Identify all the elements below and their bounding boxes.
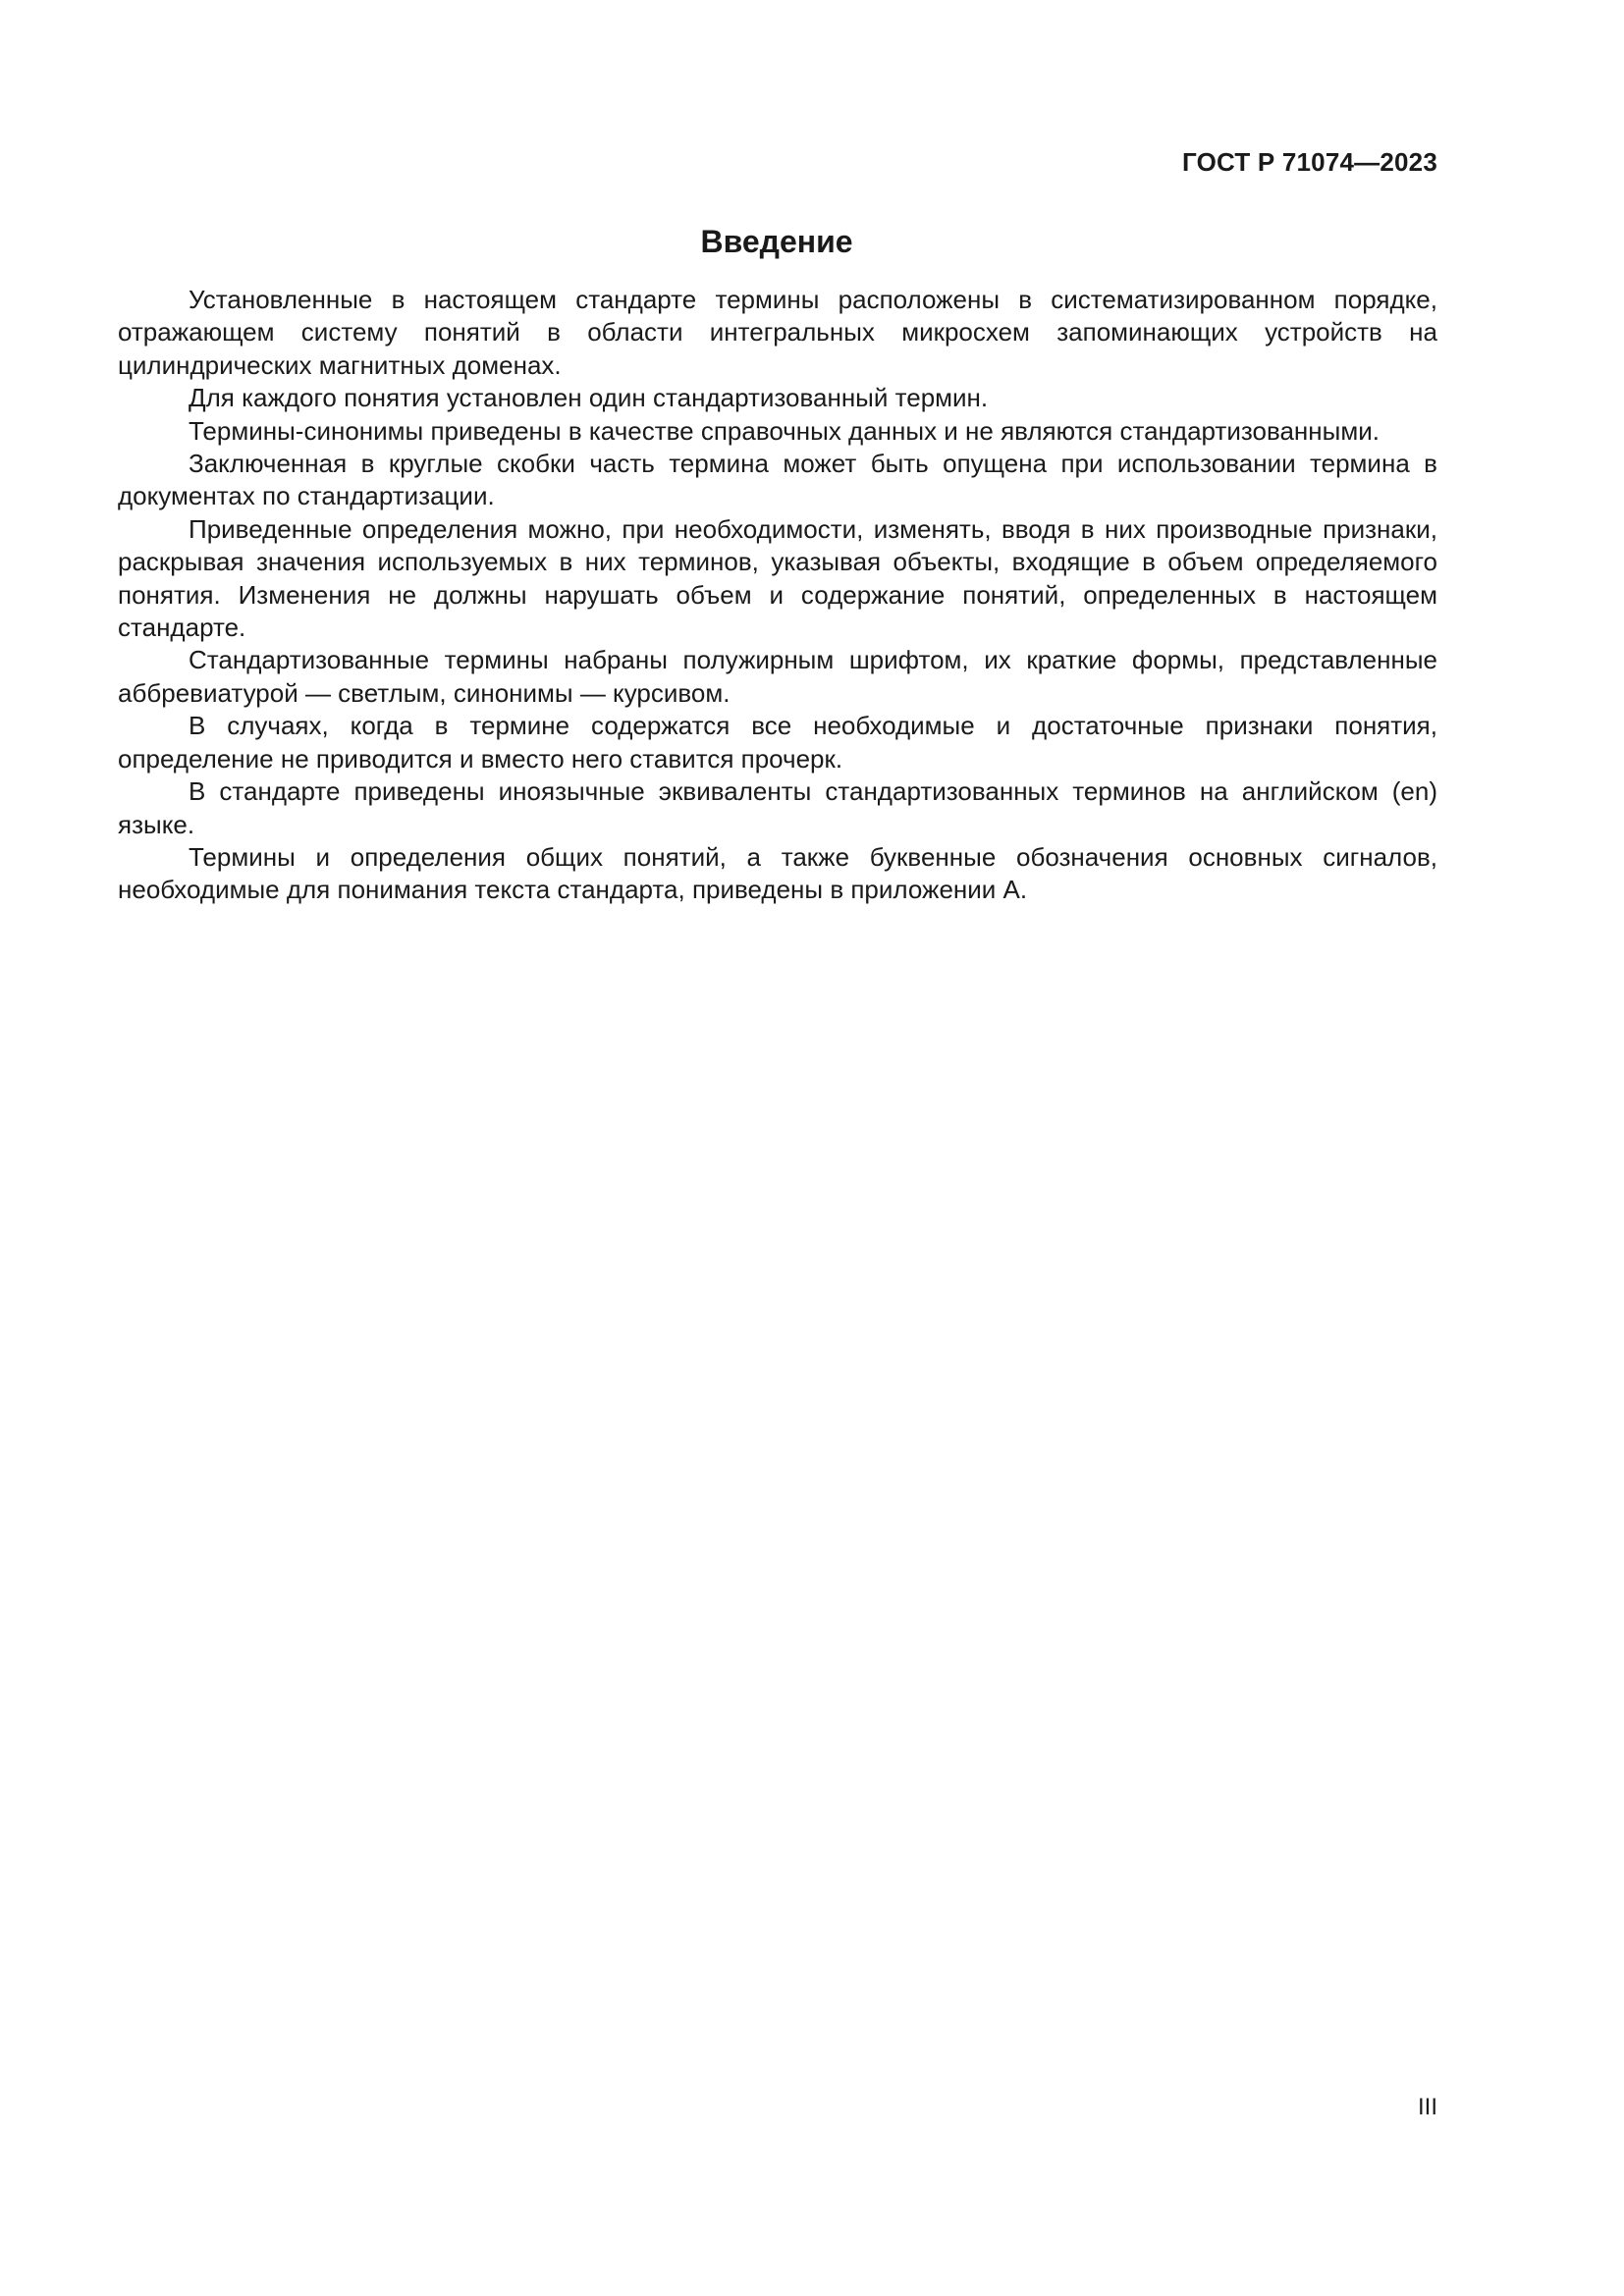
paragraph-synonyms: Термины-синонимы приведены в качестве справочных данных и не являются стандартизованными. bbox=[189, 415, 1380, 446]
paragraph-one-term: Для каждого понятия установлен один стандартизованный термин. bbox=[189, 383, 989, 413]
paragraph-terms-order: Установленные в настоящем стандарте термины расположены в систематизированном порядке, отражающем систему понятий в области интегральных микросхем запоминающих устройств на цилиндрических магнитных доменах. bbox=[118, 285, 1437, 380]
paragraph-definitions: Приведенные определения можно, при необходимости, изменять, вводя в них производные признаки, раскрывая значения используемых в них терминов, указывая объекты, входящие в объем определяемого понятия. Изменения не должны нарушать объем и содержание понятий, определенных в настоящем стандарте. bbox=[118, 513, 1437, 643]
page-title: Введение bbox=[700, 224, 853, 259]
standard-id-header: ГОСТ Р 71074—2023 bbox=[1182, 147, 1437, 177]
page-number: III bbox=[1417, 2094, 1437, 2120]
paragraph-equivalents: В стандарте приведены иноязычные эквиваленты стандартизованных терминов на английском (en) языке. bbox=[118, 776, 1437, 839]
introduction-body bbox=[118, 284, 1437, 907]
paragraph-appendix: Термины и определения общих понятий, а также буквенные обозначения основных сигналов, необходимые для понимания текста стандарта, приведены в приложении А. bbox=[118, 841, 1437, 905]
paragraph-brackets: Заключенная в круглые скобки часть термина может быть опущена при использовании термина в документах по стандартизации. bbox=[118, 449, 1437, 511]
paragraph-typography: Стандартизованные термины набраны полужирным шрифтом, их краткие формы, представленные аббревиатурой — светлым, синонимы — курсивом. bbox=[118, 645, 1437, 708]
paragraph-dash: В случаях, когда в термине содержатся все необходимые и достаточные признаки понятия, определение не приводится и вместо него ставится прочерк. bbox=[118, 711, 1437, 774]
